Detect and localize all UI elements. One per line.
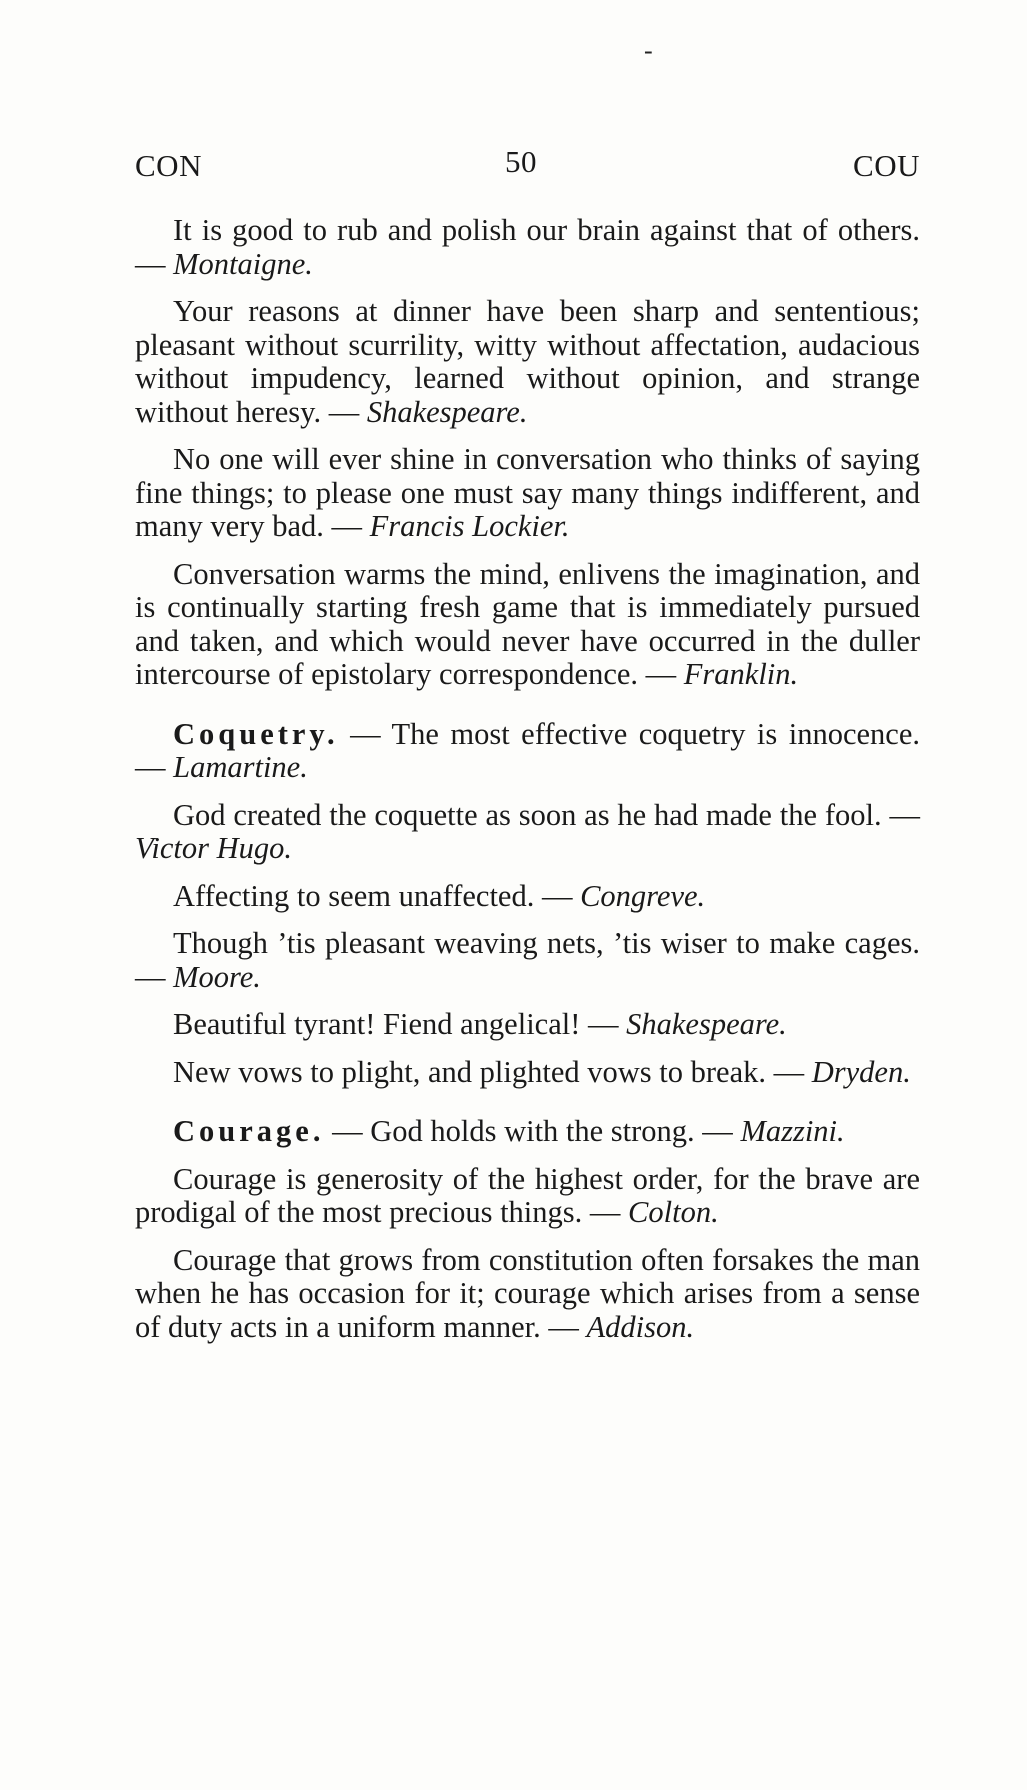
- topic-term: Coquetry.: [173, 716, 339, 751]
- quote-text: New vows to plight, and plighted vows to break. —: [173, 1054, 812, 1089]
- quote-author: Lamartine.: [173, 750, 308, 784]
- quote-author: Addison.: [586, 1309, 695, 1344]
- quote-author: Shakespeare.: [366, 394, 528, 429]
- quote-text: Affecting to seem unaffected. —: [173, 878, 581, 913]
- quote-author: Montaigne.: [173, 246, 313, 281]
- running-header: [135, 144, 920, 188]
- quote-paragraph: [135, 1244, 920, 1345]
- quote-paragraph: [135, 214, 920, 281]
- quote-paragraph: [135, 558, 920, 692]
- quote-author: Mazzini.: [740, 1114, 845, 1148]
- quote-text: Beautiful tyrant! Fiend angelical! —: [173, 1007, 627, 1041]
- quote-text: Though ’tis pleasant weaving nets, ’tis wiser to make cages. —: [135, 926, 920, 994]
- quote-text: Conversation warms the mind, enlivens the imagination, and is continually starting fresh game that is immediately pursued and taken, and which would never have occurred in the duller intercourse of epistolary correspondence. —: [135, 556, 920, 691]
- quote-text: Courage is generosity of the highest order, for the brave are prodigal of the most precious things. —: [135, 1161, 920, 1229]
- quote-text: God created the coquette as soon as he had made the fool. —: [173, 797, 920, 832]
- quote-author: Franklin.: [683, 657, 799, 691]
- quote-paragraph: [135, 927, 920, 994]
- header-right-guide-word: COU: [853, 148, 920, 183]
- quotation-list: [135, 214, 920, 1358]
- quote-paragraph: [135, 1163, 920, 1230]
- quote-author: Colton.: [628, 1195, 719, 1229]
- quote-paragraph: [135, 1008, 920, 1042]
- quote-author: Shakespeare.: [626, 1007, 787, 1041]
- topic-term: Courage.: [173, 1114, 325, 1148]
- quote-author: Victor Hugo.: [135, 831, 292, 865]
- quote-paragraph: [135, 443, 920, 544]
- corner-mark: -: [644, 36, 653, 65]
- quote-paragraph: [135, 1056, 920, 1090]
- quote-text: It is good to rub and polish our brain against that of others. —: [135, 213, 920, 281]
- quote-text: Your reasons at dinner have been sharp and sententious; pleasant without scurrility, witty without affectation, audacious without impudency, learned without opinion, and strange without heresy. —: [135, 294, 920, 429]
- quote-author: Dryden.: [811, 1054, 911, 1089]
- quote-text: Courage that grows from constitution often forsakes the man when he has occasion for it; courage which arises from a sense of duty acts in a uniform manner. —: [135, 1242, 920, 1344]
- quote-paragraph: [135, 295, 920, 429]
- quote-text: — The most effective coquetry is innocence. —: [135, 716, 920, 784]
- quote-paragraph: [135, 799, 920, 866]
- quote-author: Congreve.: [580, 878, 706, 913]
- topic-entry-courage: [135, 1115, 920, 1149]
- quote-author: Francis Lockier.: [369, 509, 570, 543]
- quote-author: Moore.: [173, 959, 261, 994]
- quote-text: No one will ever shine in conversation who thinks of saying fine things; to please one must say many things indifferent, and many very bad. —: [135, 442, 920, 543]
- quote-paragraph: [135, 880, 920, 914]
- page-number: 50: [505, 144, 537, 179]
- quote-text: — God holds with the strong. —: [324, 1114, 741, 1148]
- topic-entry-coquetry: [135, 718, 920, 785]
- header-left-guide-word: CON: [135, 148, 202, 183]
